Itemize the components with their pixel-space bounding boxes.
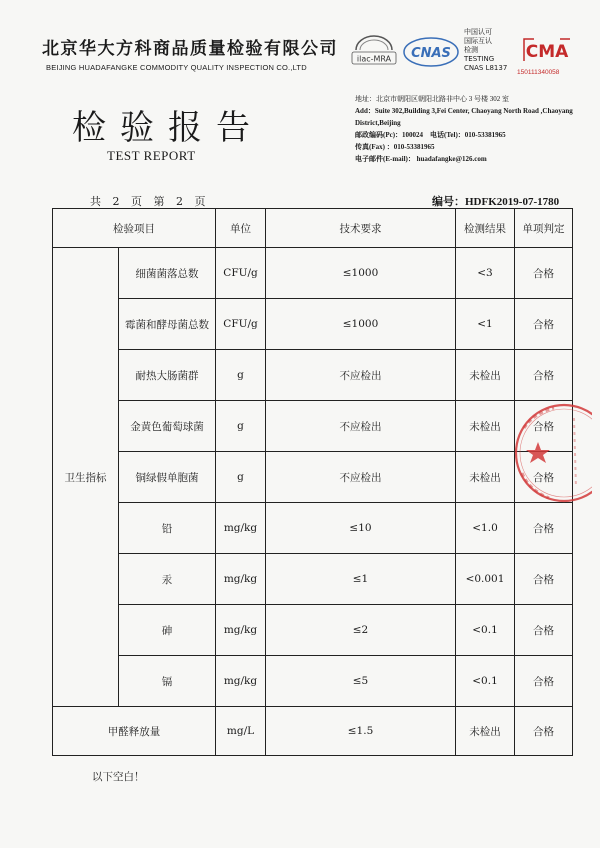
result-cell: 未检出: [456, 350, 515, 401]
requirement-cell: 不应检出: [266, 401, 456, 452]
cert-line: TESTING: [464, 55, 495, 63]
table-row: [53, 452, 573, 503]
item-cell: 细菌菌落总数: [119, 248, 216, 299]
table-row: [53, 554, 573, 605]
table-row: [53, 248, 573, 299]
address-en: [355, 105, 595, 129]
verdict-cell: 合格: [515, 503, 573, 554]
report-title-cn: 检验报告: [72, 108, 264, 148]
cma-number: 150111340058: [517, 69, 560, 76]
verdict-cell: 合格: [515, 707, 573, 756]
page-info: 共 2 页 第 2 页: [90, 195, 210, 208]
result-cell: <0.001: [456, 554, 515, 605]
requirement-cell: 不应检出: [266, 452, 456, 503]
result-cell: <0.1: [456, 605, 515, 656]
header-requirement: 技术要求: [266, 209, 456, 248]
fax: 传真(Fax) ：010-53381965: [355, 143, 435, 151]
item-cell: 耐热大肠菌群: [119, 350, 216, 401]
unit-cell: g: [216, 350, 266, 401]
postcode: 邮政编码(Pc)：100024: [355, 131, 424, 139]
item-cell: 镉: [119, 656, 216, 707]
cert-line: 国际互认: [464, 37, 492, 45]
header-item: 检验项目: [53, 209, 216, 248]
table-row: [53, 401, 573, 452]
cert-line: CNAS L8137: [464, 64, 508, 72]
unit-cell: CFU/g: [216, 299, 266, 350]
official-seal-stamp: [504, 398, 592, 508]
unit-cell: mg/kg: [216, 656, 266, 707]
cma-logo: [520, 33, 574, 67]
item-cell: 金黄色葡萄球菌: [119, 401, 216, 452]
requirement-cell: ≤1000: [266, 299, 456, 350]
verdict-cell: 合格: [515, 554, 573, 605]
ilac-mra-logo: [350, 32, 398, 70]
item-cell: 铜绿假单胞菌: [119, 452, 216, 503]
phone: 电话(Tel)：010-53381965: [430, 131, 506, 139]
address-en-text: Suite 302,Building 3,Fei Center, Chaoyang North Road ,Chaoyang District,Beijing: [355, 107, 573, 127]
table-row: [53, 350, 573, 401]
item-cell: 汞: [119, 554, 216, 605]
table-row: [53, 299, 573, 350]
verdict-cell: 合格: [515, 248, 573, 299]
address-cn: 地址：北京市朝阳区朝阳北路非中心 3 号楼 302 室: [355, 95, 509, 103]
cert-line: 检测: [464, 46, 478, 54]
requirement-cell: ≤1000: [266, 248, 456, 299]
company-name-cn: 北京华大方科商品质量检验有限公司: [42, 39, 338, 59]
table-row: [53, 605, 573, 656]
result-cell: <1.0: [456, 503, 515, 554]
header-verdict: 单项判定: [515, 209, 573, 248]
cma-logo-text: CMA: [525, 42, 569, 62]
table-row: [53, 656, 573, 707]
unit-cell: mg/L: [216, 707, 266, 756]
unit-cell: mg/kg: [216, 605, 266, 656]
item-cell: 砷: [119, 605, 216, 656]
email: 电子邮件(E-mail)： huadafangke@126.com: [355, 155, 487, 163]
requirement-cell: ≤1: [266, 554, 456, 605]
results-table: [52, 208, 573, 756]
table-row: [53, 707, 573, 756]
company-name-en: BEIJING HUADAFANGKE COMMODITY QUALITY INSPECTION CO.,LTD: [46, 63, 307, 72]
result-cell: 未检出: [456, 707, 515, 756]
unit-cell: mg/kg: [216, 503, 266, 554]
cert-line: 中国认可: [464, 28, 492, 36]
table-row: [53, 503, 573, 554]
blank-below-note: 以下空白！: [92, 771, 145, 783]
unit-cell: mg/kg: [216, 554, 266, 605]
unit-cell: CFU/g: [216, 248, 266, 299]
requirement-cell: ≤10: [266, 503, 456, 554]
requirement-cell: ≤2: [266, 605, 456, 656]
header-result: 检测结果: [456, 209, 515, 248]
requirement-cell: ≤1.5: [266, 707, 456, 756]
address-en-label: Add：: [355, 107, 375, 115]
header-unit: 单位: [216, 209, 266, 248]
contact-info: [355, 93, 595, 165]
result-cell: <0.1: [456, 656, 515, 707]
unit-cell: g: [216, 401, 266, 452]
unit-cell: g: [216, 452, 266, 503]
verdict-cell: 合格: [515, 656, 573, 707]
verdict-cell: 合格: [515, 350, 573, 401]
verdict-cell: 合格: [515, 299, 573, 350]
verdict-cell: 合格: [515, 452, 573, 503]
result-cell: 未检出: [456, 401, 515, 452]
ilac-logo-text: ilac-MRA: [356, 54, 392, 64]
requirement-cell: ≤5: [266, 656, 456, 707]
verdict-cell: 合格: [515, 401, 573, 452]
postcode-phone: [355, 129, 595, 141]
cnas-accreditation-text: [464, 28, 507, 73]
table-header-row: [53, 209, 573, 248]
item-cell: 铅: [119, 503, 216, 554]
report-number: 编号：HDFK2019-07-1780: [432, 196, 560, 208]
report-title-en: TEST REPORT: [107, 148, 196, 163]
cnas-logo: [402, 36, 460, 68]
result-cell: 未检出: [456, 452, 515, 503]
result-cell: <1: [456, 299, 515, 350]
cnas-logo-text: CNAS: [411, 46, 451, 61]
item-cell: 霉菌和酵母菌总数: [119, 299, 216, 350]
item-cell: 甲醛释放量: [53, 707, 216, 756]
group-label: 卫生指标: [53, 248, 119, 707]
result-cell: <3: [456, 248, 515, 299]
verdict-cell: 合格: [515, 605, 573, 656]
requirement-cell: 不应检出: [266, 350, 456, 401]
